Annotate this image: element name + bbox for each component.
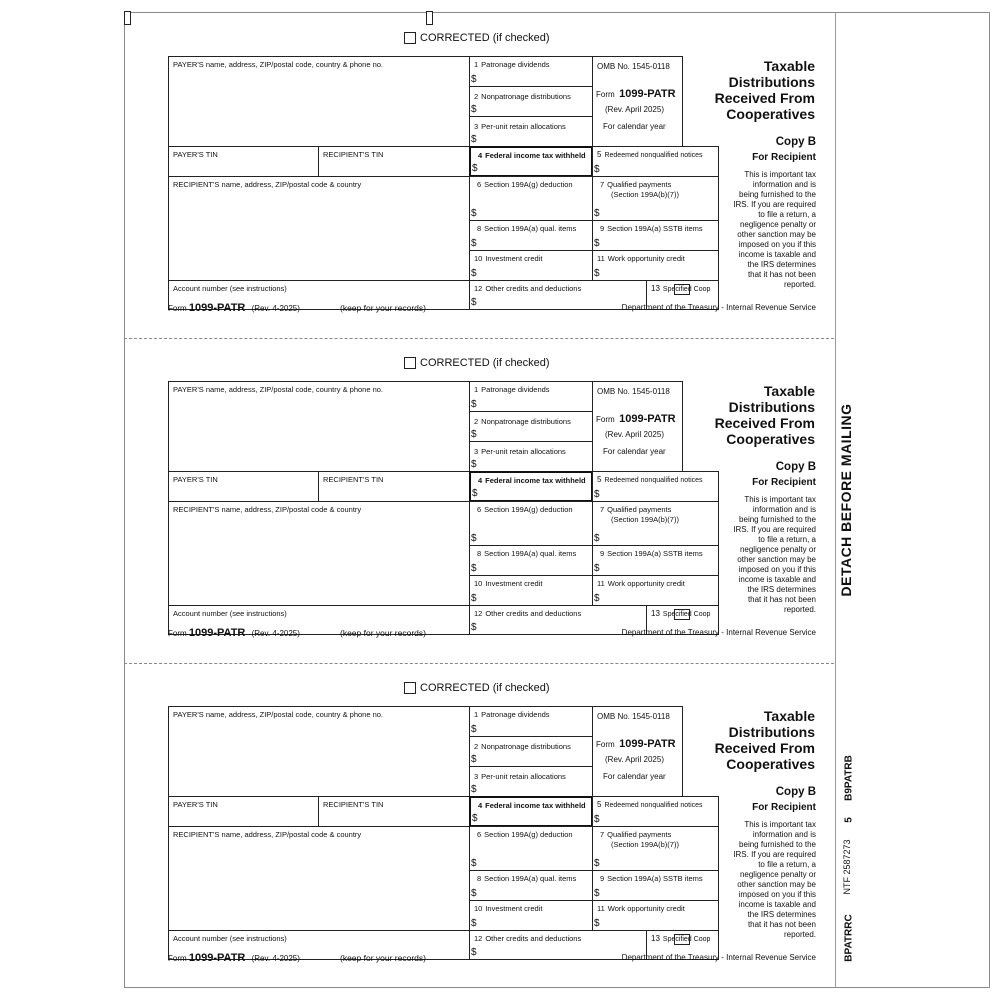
- box-number: 2: [474, 92, 479, 101]
- box-number: 7: [600, 830, 605, 839]
- form-footer-id: Form 1099-PATR (Rev. 4-2025): [168, 302, 300, 314]
- field-label: Patronage dividends: [481, 60, 550, 69]
- form-footer-id: Form 1099-PATR (Rev. 4-2025): [168, 627, 300, 639]
- field-label: Federal income tax withheld: [485, 476, 586, 485]
- box-number: 6: [477, 505, 482, 514]
- corrected-checkbox[interactable]: [404, 682, 416, 694]
- dollar-sign: $: [594, 563, 600, 574]
- field-label: Per-unit retain allocations: [481, 122, 566, 131]
- revision-date: (Rev. April 2025): [605, 755, 664, 764]
- box-number: 12: [474, 934, 483, 943]
- specified-coop-checkbox[interactable]: [674, 284, 690, 295]
- box11-work-opportunity-credit[interactable]: [592, 250, 719, 281]
- omb-number: OMB No. 1545-0118: [597, 712, 670, 721]
- dollar-sign: $: [594, 814, 600, 825]
- recipient-notice: This is important tax information and is being furnished to the IRS. If you are required to file a return, a negligence penalty or other sanction may be imposed on you if this income is taxable and the IRS determines that it has not been reported.: [733, 495, 816, 614]
- form-name: Form 1099-PATR: [596, 88, 676, 100]
- calendar-year-label: For calendar year: [603, 447, 666, 456]
- box-number: 4: [478, 151, 483, 160]
- box2-nonpatronage-distributions[interactable]: [469, 736, 593, 767]
- dollar-sign: $: [472, 813, 478, 824]
- field-label: Work opportunity credit: [607, 579, 685, 588]
- box-number: 8: [477, 224, 482, 233]
- recipient-name-field[interactable]: [168, 826, 470, 931]
- box-number: 5: [597, 800, 602, 809]
- field-label: Other credits and deductions: [485, 284, 582, 293]
- box-number: 3: [474, 772, 479, 781]
- keep-records-note: (keep for your records): [340, 953, 426, 963]
- dollar-sign: $: [471, 533, 477, 544]
- box3-per-unit-retain[interactable]: [469, 116, 593, 147]
- form-id-box: [592, 56, 683, 147]
- box-number: 9: [600, 549, 605, 558]
- keep-records-note: (keep for your records): [340, 628, 426, 638]
- box-number: 7: [600, 505, 605, 514]
- field-label: Nonpatronage distributions: [481, 742, 571, 751]
- field-label: Specified Coop: [662, 936, 711, 943]
- field-label: Section 199A(a) qual. items: [484, 874, 577, 883]
- recipient-tin-field[interactable]: [318, 796, 470, 827]
- field-label: Nonpatronage distributions: [481, 417, 571, 426]
- box-number: 1: [474, 385, 479, 394]
- field-label: Account number (see instructions): [173, 609, 287, 618]
- dollar-sign: $: [471, 784, 477, 795]
- box-number: 12: [474, 284, 483, 293]
- field-label: Account number (see instructions): [173, 284, 287, 293]
- recipient-notice: This is important tax information and is being furnished to the IRS. If you are required to file a return, a negligence penalty or other sanction may be imposed on you if this income is taxable and the IRS determines that it has not been reported.: [733, 820, 816, 939]
- revision-date: (Rev. April 2025): [605, 105, 664, 114]
- field-label: Section 199A(g) deduction: [484, 830, 573, 839]
- dollar-sign: $: [594, 593, 600, 604]
- corrected-checkbox[interactable]: [404, 32, 416, 44]
- field-label: Section 199A(g) deduction: [484, 505, 573, 514]
- recipient-tin-field[interactable]: [318, 471, 470, 502]
- box3-per-unit-retain[interactable]: [469, 766, 593, 797]
- field-label: PAYER'S TIN: [173, 150, 218, 159]
- revision-date: (Rev. April 2025): [605, 430, 664, 439]
- recipient-name-field[interactable]: [168, 501, 470, 606]
- box-number: 4: [478, 801, 483, 810]
- form-title: Taxable Distributions Received From Cooperatives: [714, 383, 815, 447]
- field-label: Qualified payments: [607, 830, 672, 839]
- box6-199ag-deduction[interactable]: [469, 501, 593, 546]
- for-recipient-label: For Recipient: [752, 152, 816, 163]
- department-label: Department of the Treasury - Internal Revenue Service: [621, 303, 816, 312]
- box11-work-opportunity-credit[interactable]: [592, 575, 719, 606]
- field-label: Investment credit: [485, 579, 543, 588]
- form-id-box: [592, 706, 683, 797]
- dollar-sign: $: [471, 888, 477, 899]
- payer-name-field[interactable]: [168, 381, 470, 472]
- form-copy-3: [0, 650, 1000, 976]
- box3-per-unit-retain[interactable]: [469, 441, 593, 472]
- dollar-sign: $: [594, 888, 600, 899]
- form-copy-1: [0, 0, 1000, 326]
- box-number: 10: [474, 579, 483, 588]
- dollar-sign: $: [471, 297, 477, 308]
- form-name: Form 1099-PATR: [596, 738, 676, 750]
- box5-redeemed-notices[interactable]: [592, 471, 719, 502]
- corrected-checkbox-row: [404, 31, 550, 45]
- field-label: RECIPIENT'S TIN: [323, 800, 384, 809]
- corrected-checkbox-row: [404, 681, 550, 695]
- field-label: Patronage dividends: [481, 385, 550, 394]
- box2-nonpatronage-distributions[interactable]: [469, 86, 593, 117]
- field-label: Redeemed nonqualified notices: [604, 802, 703, 809]
- box-number: 6: [477, 180, 482, 189]
- field-label: PAYER'S name, address, ZIP/postal code, country & phone no.: [173, 60, 384, 69]
- copy-b-label: Copy B: [775, 461, 816, 473]
- box-number: 7: [600, 180, 605, 189]
- field-label: Federal income tax withheld: [485, 151, 586, 160]
- box4-federal-tax-withheld[interactable]: [469, 146, 593, 177]
- field-label: Redeemed nonqualified notices: [604, 477, 703, 484]
- box8-199a-qual-items[interactable]: [469, 545, 593, 576]
- field-label: Section 199A(a) SSTB items: [607, 549, 703, 558]
- copy-b-label: Copy B: [775, 786, 816, 798]
- payer-tin-field[interactable]: [168, 146, 319, 177]
- dollar-sign: $: [594, 918, 600, 929]
- box5-redeemed-notices[interactable]: [592, 796, 719, 827]
- for-recipient-label: For Recipient: [752, 802, 816, 813]
- box-number: 13: [651, 284, 660, 293]
- box8-199a-qual-items[interactable]: [469, 220, 593, 251]
- dollar-sign: $: [471, 754, 477, 765]
- dollar-sign: $: [472, 488, 478, 499]
- dollar-sign: $: [471, 399, 477, 410]
- dollar-sign: $: [471, 563, 477, 574]
- omb-number: OMB No. 1545-0118: [597, 387, 670, 396]
- recipient-name-field[interactable]: [168, 176, 470, 281]
- dollar-sign: $: [471, 459, 477, 470]
- box5-redeemed-notices[interactable]: [592, 146, 719, 177]
- omb-number: OMB No. 1545-0118: [597, 62, 670, 71]
- field-label: Redeemed nonqualified notices: [604, 152, 703, 159]
- box2-nonpatronage-distributions[interactable]: [469, 411, 593, 442]
- box7-qualified-payments[interactable]: [592, 501, 719, 546]
- box8-199a-qual-items[interactable]: [469, 870, 593, 901]
- field-label: RECIPIENT'S name, address, ZIP/postal code & country: [173, 830, 362, 839]
- field-label: Other credits and deductions: [485, 609, 582, 618]
- field-label: Qualified payments: [607, 180, 672, 189]
- field-label: PAYER'S name, address, ZIP/postal code, country & phone no.: [173, 710, 384, 719]
- field-label: Investment credit: [485, 904, 543, 913]
- field-label: Section 199A(a) SSTB items: [607, 224, 703, 233]
- box-number: 1: [474, 60, 479, 69]
- corrected-label: CORRECTED (if checked): [420, 357, 550, 369]
- field-label: (Section 199A(b)(7)): [611, 515, 679, 524]
- payer-name-field[interactable]: [168, 706, 470, 797]
- dollar-sign: $: [471, 238, 477, 249]
- box-number: 3: [474, 447, 479, 456]
- field-label: Patronage dividends: [481, 710, 550, 719]
- form-title: Taxable Distributions Received From Cooperatives: [714, 708, 815, 772]
- box10-investment-credit[interactable]: [469, 250, 593, 281]
- box-number: 13: [651, 609, 660, 618]
- dollar-sign: $: [594, 533, 600, 544]
- field-label: Qualified payments: [607, 505, 672, 514]
- box4-federal-tax-withheld[interactable]: [469, 796, 593, 827]
- dollar-sign: $: [471, 104, 477, 115]
- field-label: Nonpatronage distributions: [481, 92, 571, 101]
- field-label: Section 199A(a) SSTB items: [607, 874, 703, 883]
- payer-tin-field[interactable]: [168, 796, 319, 827]
- box-number: 1: [474, 710, 479, 719]
- field-label: Investment credit: [485, 254, 543, 263]
- box1-patronage-dividends[interactable]: [469, 706, 593, 737]
- form-footer-id: Form 1099-PATR (Rev. 4-2025): [168, 952, 300, 964]
- calendar-year-label: For calendar year: [603, 772, 666, 781]
- corrected-checkbox[interactable]: [404, 357, 416, 369]
- dollar-sign: $: [471, 268, 477, 279]
- dollar-sign: $: [471, 429, 477, 440]
- field-label: Work opportunity credit: [607, 254, 685, 263]
- box10-investment-credit[interactable]: [469, 900, 593, 931]
- box1-patronage-dividends[interactable]: [469, 381, 593, 412]
- field-label: (Section 199A(b)(7)): [611, 190, 679, 199]
- dollar-sign: $: [471, 74, 477, 85]
- corrected-label: CORRECTED (if checked): [420, 682, 550, 694]
- form-copy-2: [0, 325, 1000, 651]
- field-label: RECIPIENT'S name, address, ZIP/postal code & country: [173, 505, 362, 514]
- box-number: 3: [474, 122, 479, 131]
- box9-199a-sstb-items[interactable]: [592, 220, 719, 251]
- dollar-sign: $: [594, 238, 600, 249]
- dollar-sign: $: [471, 918, 477, 929]
- form-name: Form 1099-PATR: [596, 413, 676, 425]
- box-number: 9: [600, 874, 605, 883]
- box1-patronage-dividends[interactable]: [469, 56, 593, 87]
- copy-b-label: Copy B: [775, 136, 816, 148]
- field-label: Other credits and deductions: [485, 934, 582, 943]
- recipient-tin-field[interactable]: [318, 146, 470, 177]
- box9-199a-sstb-items[interactable]: [592, 870, 719, 901]
- recipient-notice: This is important tax information and is being furnished to the IRS. If you are required to file a return, a negligence penalty or other sanction may be imposed on you if this income is taxable and the IRS determines that it has not been reported.: [733, 170, 816, 289]
- box7-qualified-payments[interactable]: [592, 176, 719, 221]
- dollar-sign: $: [471, 208, 477, 219]
- form-title: Taxable Distributions Received From Cooperatives: [714, 58, 815, 122]
- box-number: 9: [600, 224, 605, 233]
- box4-federal-tax-withheld[interactable]: [469, 471, 593, 502]
- dollar-sign: $: [594, 858, 600, 869]
- field-label: RECIPIENT'S TIN: [323, 150, 384, 159]
- field-label: Section 199A(g) deduction: [484, 180, 573, 189]
- dollar-sign: $: [472, 163, 478, 174]
- field-label: Section 199A(a) qual. items: [484, 549, 577, 558]
- dollar-sign: $: [594, 489, 600, 500]
- field-label: Specified Coop: [662, 286, 711, 293]
- payer-tin-field[interactable]: [168, 471, 319, 502]
- field-label: Per-unit retain allocations: [481, 772, 566, 781]
- dollar-sign: $: [471, 134, 477, 145]
- box-number: 11: [597, 904, 605, 913]
- field-label: Section 199A(a) qual. items: [484, 224, 577, 233]
- field-label: Federal income tax withheld: [485, 801, 586, 810]
- field-label: PAYER'S name, address, ZIP/postal code, country & phone no.: [173, 385, 384, 394]
- field-label: RECIPIENT'S TIN: [323, 475, 384, 484]
- field-label: (Section 199A(b)(7)): [611, 840, 679, 849]
- keep-records-note: (keep for your records): [340, 303, 426, 313]
- field-label: Account number (see instructions): [173, 934, 287, 943]
- dollar-sign: $: [471, 947, 477, 958]
- box-number: 10: [474, 904, 483, 913]
- field-label: PAYER'S TIN: [173, 475, 218, 484]
- field-label: RECIPIENT'S name, address, ZIP/postal code & country: [173, 180, 362, 189]
- box-number: 2: [474, 417, 479, 426]
- box-number: 8: [477, 874, 482, 883]
- box6-199ag-deduction[interactable]: [469, 826, 593, 871]
- form-id-box: [592, 381, 683, 472]
- box-number: 11: [597, 254, 605, 263]
- payer-name-field[interactable]: [168, 56, 470, 147]
- box-number: 13: [651, 934, 660, 943]
- field-label: Specified Coop: [662, 611, 711, 618]
- box-number: 4: [478, 476, 483, 485]
- calendar-year-label: For calendar year: [603, 122, 666, 131]
- box-number: 2: [474, 742, 479, 751]
- box-number: 10: [474, 254, 483, 263]
- dollar-sign: $: [471, 593, 477, 604]
- box9-199a-sstb-items[interactable]: [592, 545, 719, 576]
- dollar-sign: $: [471, 858, 477, 869]
- box-number: 6: [477, 830, 482, 839]
- box-number: 5: [597, 150, 602, 159]
- box11-work-opportunity-credit[interactable]: [592, 900, 719, 931]
- for-recipient-label: For Recipient: [752, 477, 816, 488]
- dollar-sign: $: [594, 164, 600, 175]
- department-label: Department of the Treasury - Internal Revenue Service: [621, 953, 816, 962]
- box6-199ag-deduction[interactable]: [469, 176, 593, 221]
- department-label: Department of the Treasury - Internal Revenue Service: [621, 628, 816, 637]
- specified-coop-checkbox[interactable]: [674, 609, 690, 620]
- specified-coop-checkbox[interactable]: [674, 934, 690, 945]
- dollar-sign: $: [471, 724, 477, 735]
- box-number: 11: [597, 579, 605, 588]
- field-label: PAYER'S TIN: [173, 800, 218, 809]
- dollar-sign: $: [594, 268, 600, 279]
- box7-qualified-payments[interactable]: [592, 826, 719, 871]
- field-label: Work opportunity credit: [607, 904, 685, 913]
- box-number: 5: [597, 475, 602, 484]
- box10-investment-credit[interactable]: [469, 575, 593, 606]
- corrected-checkbox-row: [404, 356, 550, 370]
- box-number: 12: [474, 609, 483, 618]
- dollar-sign: $: [594, 208, 600, 219]
- corrected-label: CORRECTED (if checked): [420, 32, 550, 44]
- dollar-sign: $: [471, 622, 477, 633]
- box-number: 8: [477, 549, 482, 558]
- field-label: Per-unit retain allocations: [481, 447, 566, 456]
